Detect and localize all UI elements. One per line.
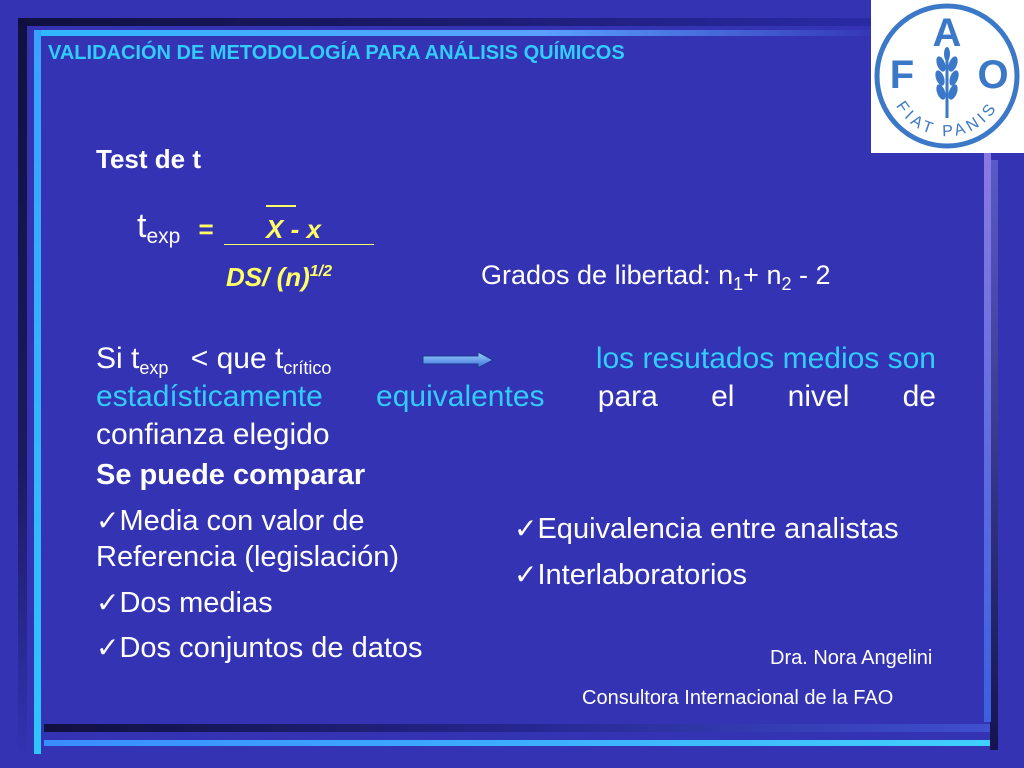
frame-bar-bottom-dark	[44, 724, 996, 732]
t-exp-symbol: $t_{exp}$	[137, 207, 181, 248]
fraction-line	[224, 244, 374, 245]
checkmark-icon: ✓	[96, 505, 120, 536]
checkmark-icon: ✓	[96, 587, 120, 618]
conclusion-line-1: Si $t_{exp}$ < que $t_{crítico}$ los resutados medios son	[96, 342, 936, 378]
svg-text:A: A	[932, 11, 962, 55]
checkmark-icon: ✓	[514, 513, 538, 544]
arrow-right-icon	[422, 351, 494, 369]
list-item: ✓Media con valor de	[96, 505, 365, 537]
conclusion-line-2: estadísticamente equivalentes para el nivel de	[96, 380, 936, 413]
svg-text:FIAT PANIS: FIAT PANIS	[892, 98, 1002, 141]
frame-bar-left-light	[34, 30, 41, 754]
frame-bar-top-light	[34, 30, 884, 36]
comparar-heading: Se puede comparar	[96, 459, 366, 491]
frame-bar-top-dark	[20, 18, 880, 26]
svg-text:F: F	[889, 53, 915, 97]
fao-logo	[871, 0, 1024, 153]
list-item: ✓Equivalencia entre analistas	[514, 513, 899, 545]
slide-title: VALIDACIÓN DE METODOLOGÍA PARA ANÁLISIS QUÍMICOS	[48, 42, 625, 64]
frame-bar-left-dark	[18, 18, 27, 758]
author-name: Dra. Nora Angelini	[770, 647, 933, 669]
formula-denominator: DS/ $(n)^{1/2}$	[226, 262, 333, 292]
list-item: ✓Dos conjuntos de datos	[96, 632, 423, 664]
equals-sign: =	[198, 214, 214, 244]
author-role: Consultora Internacional de la FAO	[582, 687, 894, 709]
frame-bar-right-light	[984, 152, 991, 722]
checkmark-icon: ✓	[514, 559, 538, 590]
test-label: Test de t	[96, 144, 201, 174]
degrees-of-freedom: Grados de libertad: $n_1+ n_2 - 2$	[481, 260, 831, 294]
list-item-continuation: Referencia (legislación)	[96, 541, 400, 573]
fao-emblem-icon	[871, 0, 1024, 153]
list-item: ✓Interlaboratorios	[514, 559, 748, 591]
svg-text:O: O	[977, 53, 1009, 97]
list-item: ✓Dos medias	[96, 587, 273, 619]
conclusion-line-3: confianza elegido	[96, 418, 330, 451]
mean-overline	[266, 205, 296, 207]
frame-bar-right-dark	[990, 160, 998, 750]
formula-numerator: X - x	[266, 214, 321, 244]
checkmark-icon: ✓	[96, 632, 120, 663]
frame-bar-bottom-light	[44, 740, 996, 746]
